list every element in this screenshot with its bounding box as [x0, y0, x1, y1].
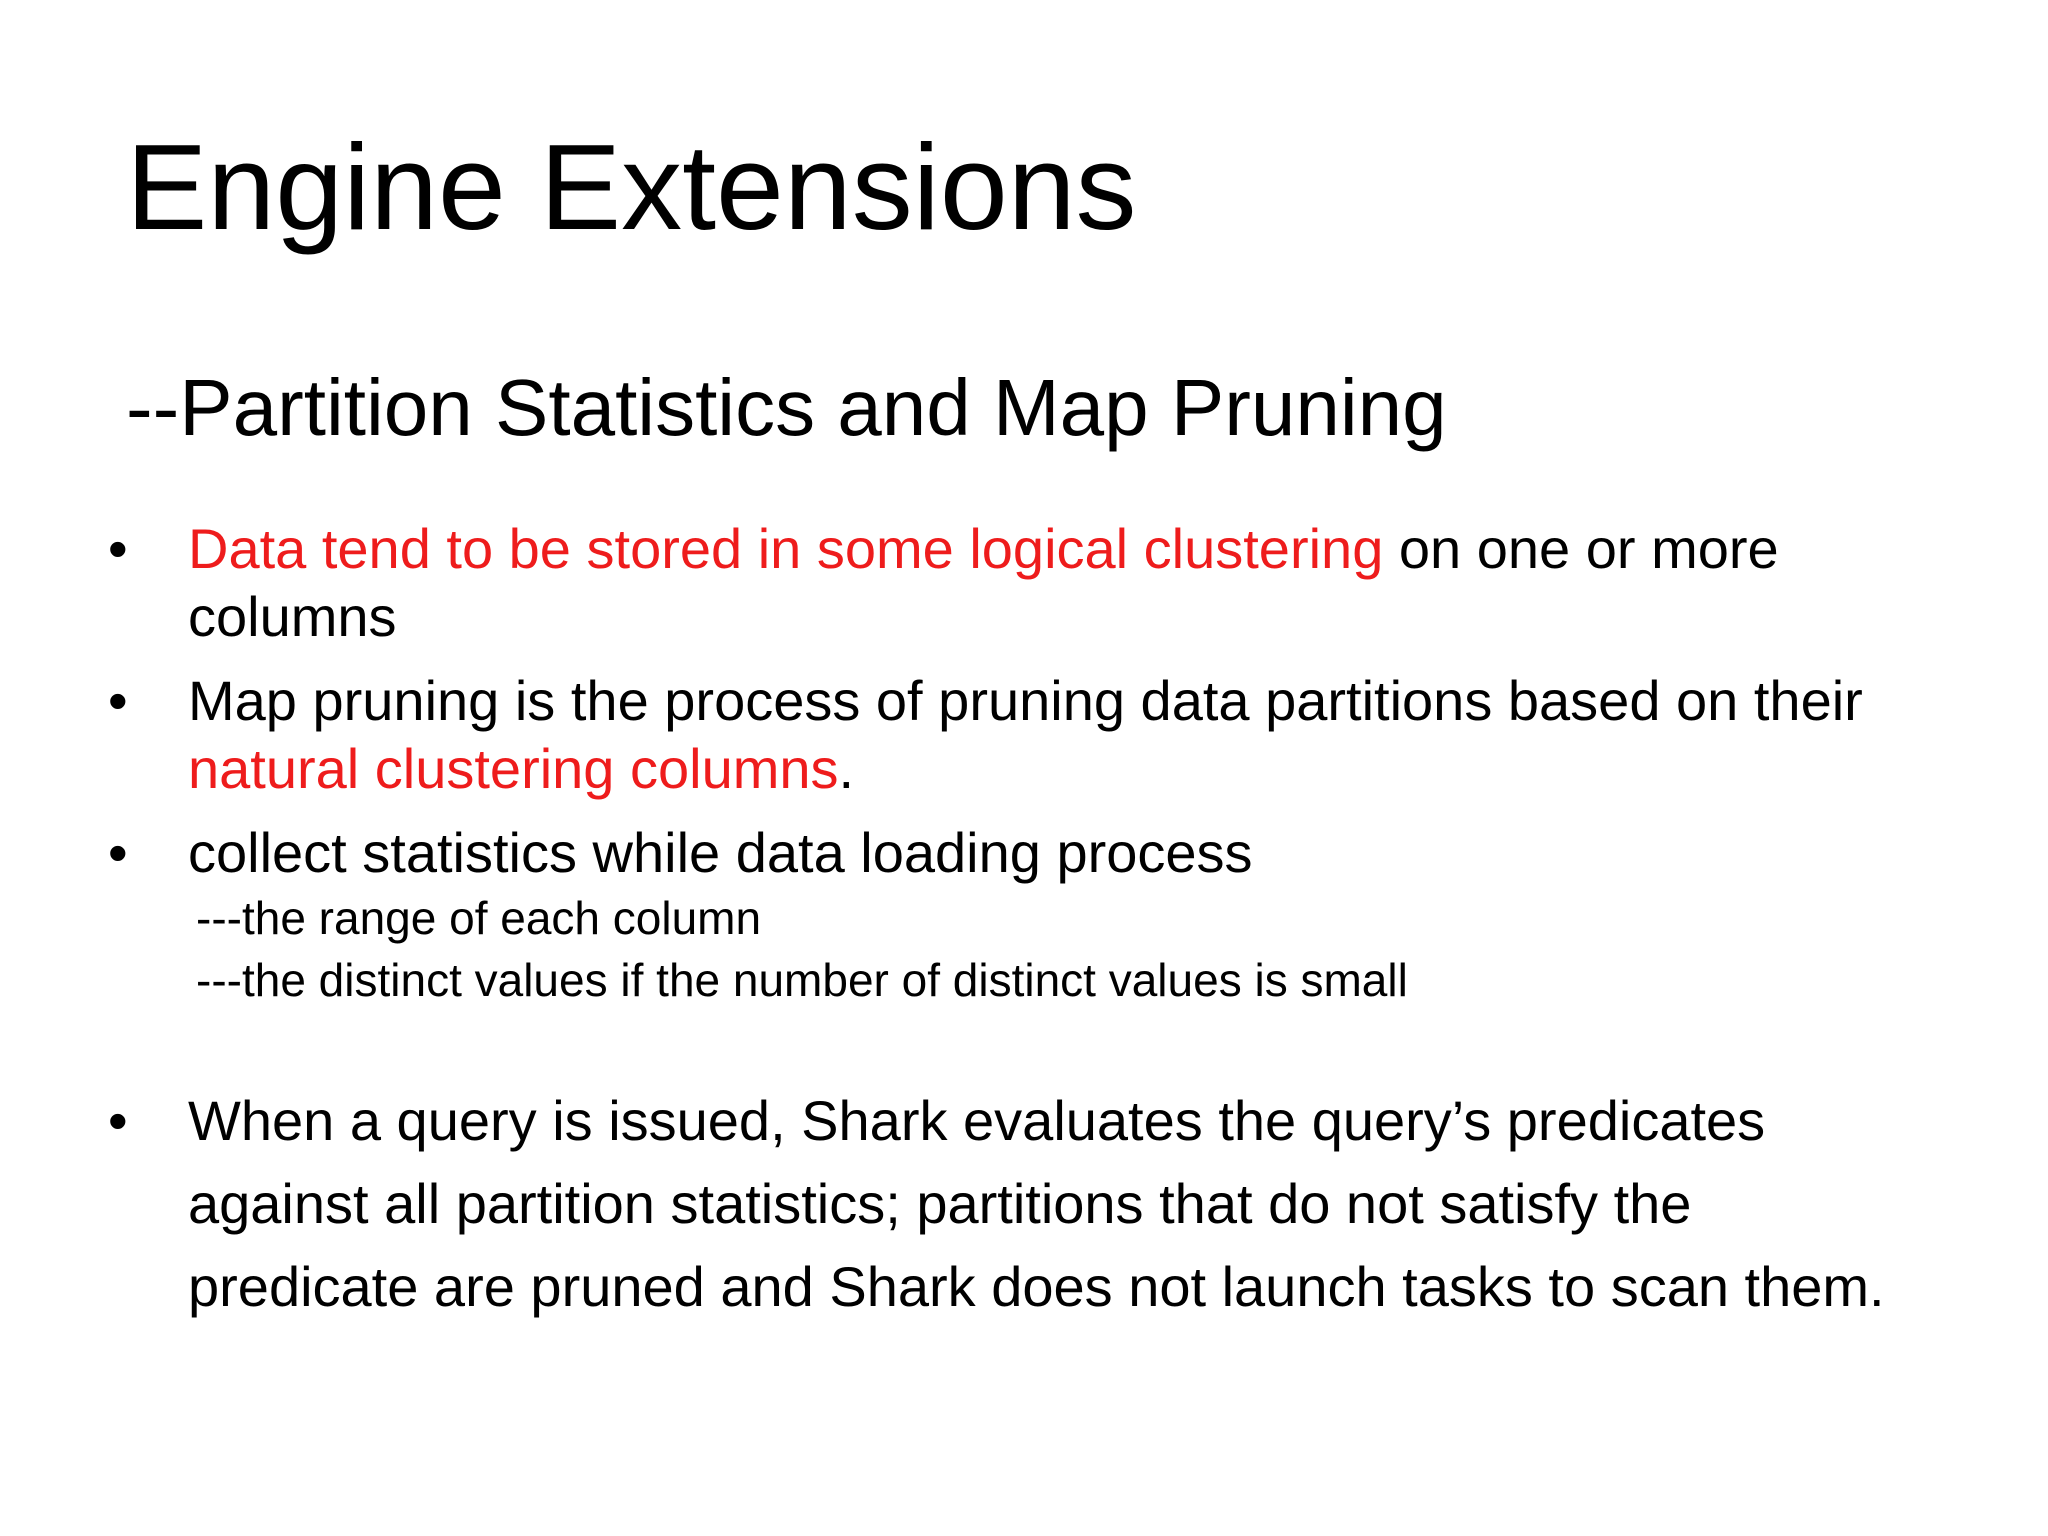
bullet-text: on one or more columns: [188, 517, 1779, 648]
bullet-icon: •: [108, 821, 128, 884]
bullet-item: [108, 667, 1888, 803]
sub-item: ---the range of each column: [196, 892, 762, 944]
bullet-tail: .: [838, 737, 855, 800]
bullet-item: [108, 1079, 1888, 1328]
bullet-icon: •: [108, 517, 128, 580]
slide-title: Engine Extensions: [126, 119, 1137, 255]
bullet-list: [108, 515, 1888, 1328]
bullet-highlight: natural clustering columns: [188, 737, 839, 800]
sub-list: [188, 887, 1888, 1011]
bullet-text: Map pruning is the process of pruning data partitions based on their: [188, 669, 1863, 732]
bullet-icon: •: [108, 669, 128, 732]
bullet-item: [108, 819, 1888, 1011]
bullet-highlight: Data tend to be stored in some logical clustering: [188, 517, 1384, 580]
slide-subtitle: --Partition Statistics and Map Pruning: [126, 363, 1447, 452]
bullet-item: [108, 515, 1888, 651]
bullet-text: collect statistics while data loading process: [188, 821, 1253, 884]
sub-item: ---the distinct values if the number of distinct values is small: [196, 954, 1408, 1006]
bullet-icon: •: [108, 1089, 128, 1152]
bullet-text: When a query is issued, Shark evaluates the query’s predicates against all partition statistics; partitions that do not satisfy the predicate are pruned and Shark does not launch tasks to scan them.: [188, 1089, 1885, 1318]
